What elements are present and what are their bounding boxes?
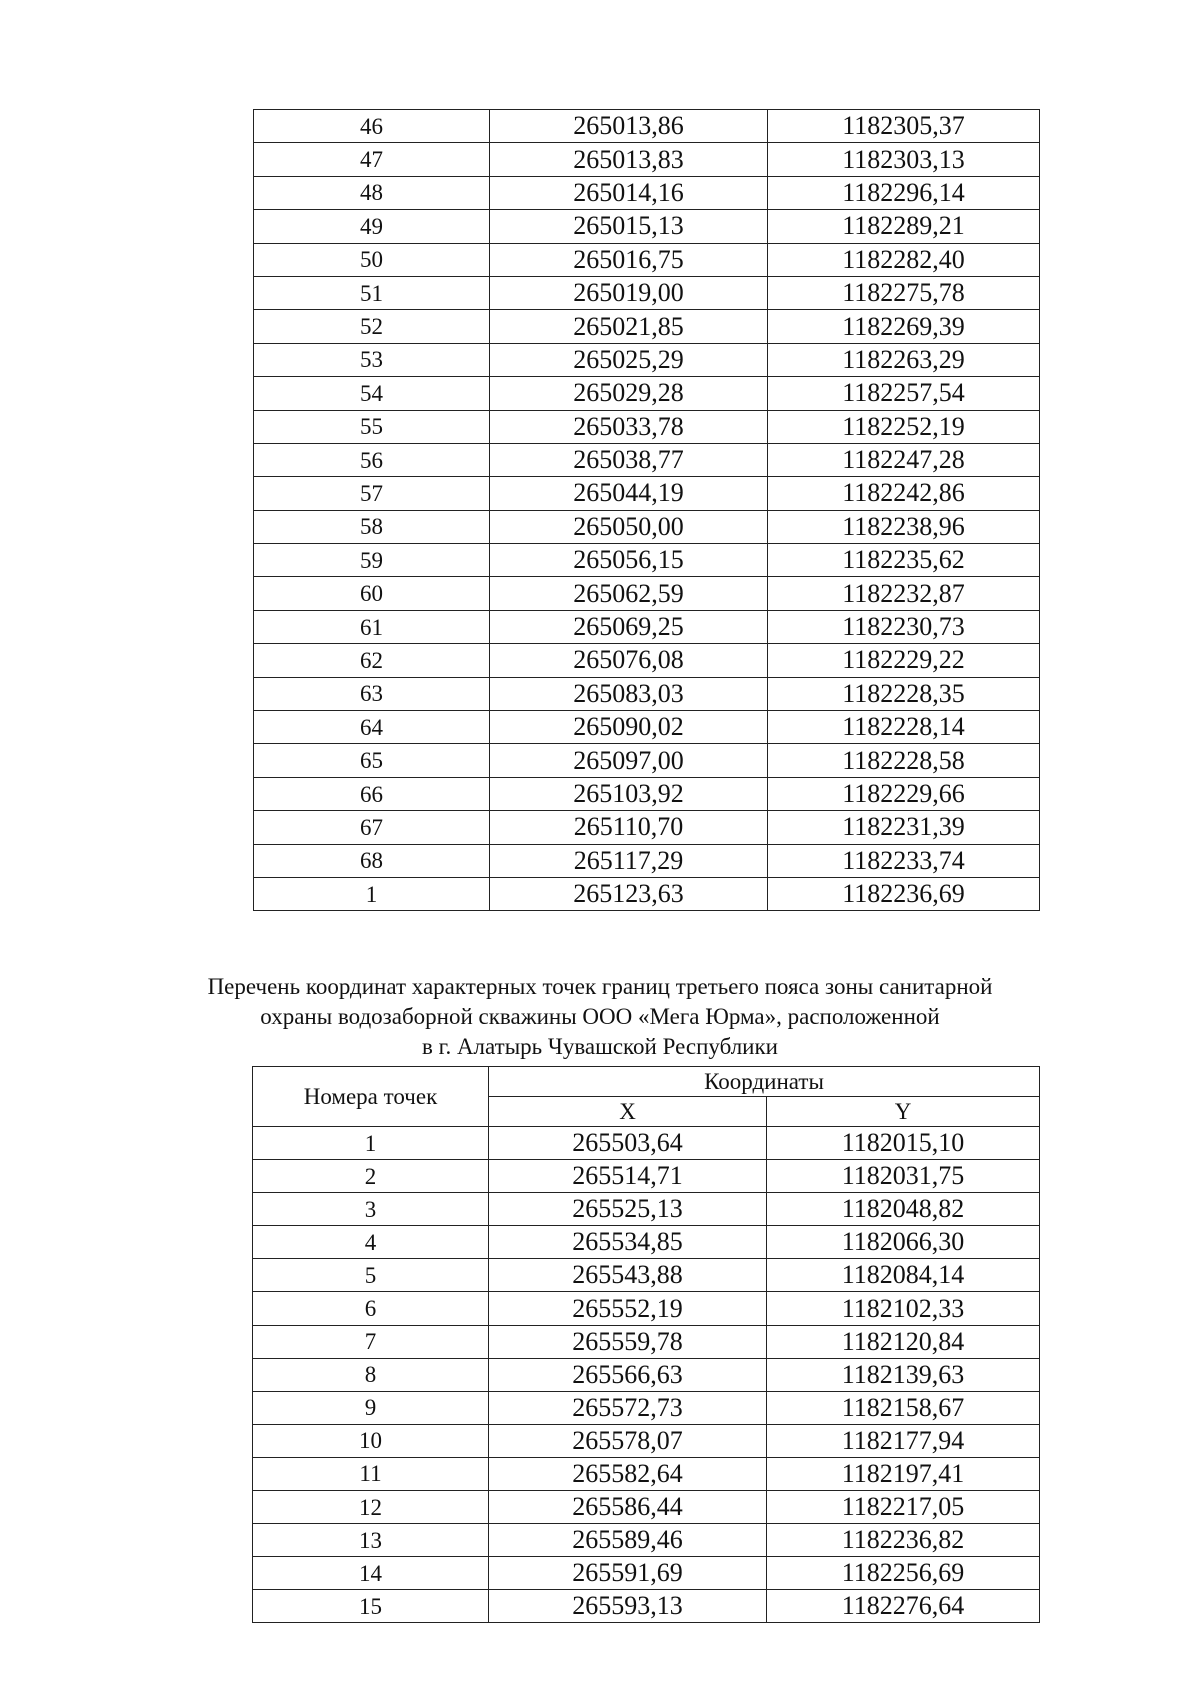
point-number-cell: 62 — [254, 644, 490, 677]
y-coordinate-cell: 1182015,10 — [767, 1127, 1040, 1160]
point-number-cell: 2 — [253, 1160, 489, 1193]
y-coordinate-cell: 1182228,14 — [768, 711, 1040, 744]
point-number-cell: 67 — [254, 811, 490, 844]
header-x: X — [489, 1097, 767, 1127]
table-row — [253, 1259, 1040, 1292]
y-coordinate-cell: 1182235,62 — [768, 544, 1040, 577]
y-coordinate-cell: 1182120,84 — [767, 1325, 1040, 1358]
point-number-cell: 15 — [253, 1590, 489, 1623]
point-number-cell: 68 — [254, 844, 490, 877]
x-coordinate-cell: 265015,13 — [490, 210, 768, 243]
y-coordinate-cell: 1182197,41 — [767, 1457, 1040, 1490]
y-coordinate-cell: 1182242,86 — [768, 477, 1040, 510]
x-coordinate-cell: 265566,63 — [489, 1358, 767, 1391]
y-coordinate-cell: 1182139,63 — [767, 1358, 1040, 1391]
table-row — [254, 477, 1040, 510]
x-coordinate-cell: 265552,19 — [489, 1292, 767, 1325]
point-number-cell: 57 — [254, 477, 490, 510]
header-y: Y — [767, 1097, 1040, 1127]
table-row — [253, 1457, 1040, 1490]
x-coordinate-cell: 265021,85 — [490, 310, 768, 343]
y-coordinate-cell: 1182247,28 — [768, 443, 1040, 476]
point-number-cell: 3 — [253, 1193, 489, 1226]
point-number-cell: 50 — [254, 243, 490, 276]
y-coordinate-cell: 1182102,33 — [767, 1292, 1040, 1325]
point-number-cell: 61 — [254, 610, 490, 643]
table-row — [253, 1590, 1040, 1623]
x-coordinate-cell: 265110,70 — [490, 811, 768, 844]
point-number-cell: 1 — [254, 877, 490, 910]
x-coordinate-cell: 265062,59 — [490, 577, 768, 610]
x-coordinate-cell: 265578,07 — [489, 1424, 767, 1457]
coordinates-table-third-zone — [252, 1066, 1040, 1623]
caption-line-3: в г. Алатырь Чувашской Республики — [422, 1034, 778, 1059]
table-row — [253, 1226, 1040, 1259]
point-number-cell: 1 — [253, 1127, 489, 1160]
table-row — [254, 176, 1040, 209]
point-number-cell: 60 — [254, 577, 490, 610]
y-coordinate-cell: 1182276,64 — [767, 1590, 1040, 1623]
point-number-cell: 51 — [254, 276, 490, 309]
coordinates-table-header — [253, 1067, 1040, 1127]
coordinates-table-continued-body — [254, 110, 1040, 911]
x-coordinate-cell: 265044,19 — [490, 477, 768, 510]
header-row-1 — [253, 1067, 1040, 1097]
table-row — [254, 143, 1040, 176]
x-coordinate-cell: 265525,13 — [489, 1193, 767, 1226]
table-row — [254, 510, 1040, 543]
point-number-cell: 10 — [253, 1424, 489, 1457]
y-coordinate-cell: 1182296,14 — [768, 176, 1040, 209]
point-number-cell: 46 — [254, 110, 490, 143]
y-coordinate-cell: 1182217,05 — [767, 1491, 1040, 1524]
x-coordinate-cell: 265056,15 — [490, 544, 768, 577]
x-coordinate-cell: 265123,63 — [490, 877, 768, 910]
y-coordinate-cell: 1182228,35 — [768, 677, 1040, 710]
table-row — [253, 1491, 1040, 1524]
point-number-cell: 58 — [254, 510, 490, 543]
table-row — [254, 711, 1040, 744]
table-row — [254, 276, 1040, 309]
table-row — [254, 310, 1040, 343]
point-number-cell: 59 — [254, 544, 490, 577]
y-coordinate-cell: 1182231,39 — [768, 811, 1040, 844]
table-row — [254, 544, 1040, 577]
table-row — [254, 777, 1040, 810]
table-row — [254, 811, 1040, 844]
point-number-cell: 53 — [254, 343, 490, 376]
point-number-cell: 64 — [254, 711, 490, 744]
point-number-cell: 66 — [254, 777, 490, 810]
table-row — [253, 1325, 1040, 1358]
y-coordinate-cell: 1182158,67 — [767, 1391, 1040, 1424]
y-coordinate-cell: 1182282,40 — [768, 243, 1040, 276]
point-number-cell: 52 — [254, 310, 490, 343]
x-coordinate-cell: 265582,64 — [489, 1457, 767, 1490]
y-coordinate-cell: 1182229,22 — [768, 644, 1040, 677]
y-coordinate-cell: 1182303,13 — [768, 143, 1040, 176]
table-row — [253, 1557, 1040, 1590]
x-coordinate-cell: 265033,78 — [490, 410, 768, 443]
x-coordinate-cell: 265013,86 — [490, 110, 768, 143]
y-coordinate-cell: 1182230,73 — [768, 610, 1040, 643]
point-number-cell: 13 — [253, 1524, 489, 1557]
point-number-cell: 63 — [254, 677, 490, 710]
table-row — [253, 1391, 1040, 1424]
x-coordinate-cell: 265029,28 — [490, 377, 768, 410]
x-coordinate-cell: 265514,71 — [489, 1160, 767, 1193]
table-row — [254, 877, 1040, 910]
coordinates-table-third-zone-body — [253, 1127, 1040, 1623]
table-row — [254, 343, 1040, 376]
point-number-cell: 7 — [253, 1325, 489, 1358]
y-coordinate-cell: 1182084,14 — [767, 1259, 1040, 1292]
y-coordinate-cell: 1182228,58 — [768, 744, 1040, 777]
table-row — [254, 410, 1040, 443]
x-coordinate-cell: 265069,25 — [490, 610, 768, 643]
y-coordinate-cell: 1182229,66 — [768, 777, 1040, 810]
point-number-cell: 5 — [253, 1259, 489, 1292]
y-coordinate-cell: 1182236,82 — [767, 1524, 1040, 1557]
point-number-cell: 47 — [254, 143, 490, 176]
table-row — [254, 844, 1040, 877]
y-coordinate-cell: 1182232,87 — [768, 577, 1040, 610]
table-row — [253, 1292, 1040, 1325]
x-coordinate-cell: 265559,78 — [489, 1325, 767, 1358]
table-row — [253, 1160, 1040, 1193]
point-number-cell: 11 — [253, 1457, 489, 1490]
y-coordinate-cell: 1182066,30 — [767, 1226, 1040, 1259]
point-number-cell: 55 — [254, 410, 490, 443]
table-row — [254, 110, 1040, 143]
x-coordinate-cell: 265019,00 — [490, 276, 768, 309]
table-caption — [150, 972, 1050, 1062]
point-number-cell: 4 — [253, 1226, 489, 1259]
caption-line-1: Перечень координат характерных точек границ третьего пояса зоны санитарной — [207, 974, 993, 999]
y-coordinate-cell: 1182263,29 — [768, 343, 1040, 376]
table-row — [254, 644, 1040, 677]
y-coordinate-cell: 1182233,74 — [768, 844, 1040, 877]
y-coordinate-cell: 1182269,39 — [768, 310, 1040, 343]
table-row — [254, 610, 1040, 643]
table-row — [253, 1424, 1040, 1457]
x-coordinate-cell: 265534,85 — [489, 1226, 767, 1259]
caption-line-2: охраны водозаборной скважины ООО «Мега Юрма», расположенной — [260, 1004, 940, 1029]
point-number-cell: 65 — [254, 744, 490, 777]
point-number-cell: 9 — [253, 1391, 489, 1424]
x-coordinate-cell: 265076,08 — [490, 644, 768, 677]
point-number-cell: 8 — [253, 1358, 489, 1391]
y-coordinate-cell: 1182236,69 — [768, 877, 1040, 910]
point-number-cell: 54 — [254, 377, 490, 410]
x-coordinate-cell: 265591,69 — [489, 1557, 767, 1590]
y-coordinate-cell: 1182256,69 — [767, 1557, 1040, 1590]
table-row — [253, 1193, 1040, 1226]
table-row — [253, 1127, 1040, 1160]
coordinates-table-continued — [253, 109, 1040, 911]
x-coordinate-cell: 265090,02 — [490, 711, 768, 744]
x-coordinate-cell: 265589,46 — [489, 1524, 767, 1557]
table-row — [254, 443, 1040, 476]
y-coordinate-cell: 1182257,54 — [768, 377, 1040, 410]
y-coordinate-cell: 1182289,21 — [768, 210, 1040, 243]
table-row — [254, 243, 1040, 276]
table-row — [254, 744, 1040, 777]
table-row — [254, 577, 1040, 610]
table-row — [254, 677, 1040, 710]
x-coordinate-cell: 265013,83 — [490, 143, 768, 176]
y-coordinate-cell: 1182305,37 — [768, 110, 1040, 143]
y-coordinate-cell: 1182252,19 — [768, 410, 1040, 443]
y-coordinate-cell: 1182275,78 — [768, 276, 1040, 309]
x-coordinate-cell: 265593,13 — [489, 1590, 767, 1623]
y-coordinate-cell: 1182048,82 — [767, 1193, 1040, 1226]
y-coordinate-cell: 1182177,94 — [767, 1424, 1040, 1457]
point-number-cell: 56 — [254, 443, 490, 476]
table-row — [254, 377, 1040, 410]
x-coordinate-cell: 265083,03 — [490, 677, 768, 710]
x-coordinate-cell: 265038,77 — [490, 443, 768, 476]
table-row — [254, 210, 1040, 243]
point-number-cell: 49 — [254, 210, 490, 243]
x-coordinate-cell: 265025,29 — [490, 343, 768, 376]
y-coordinate-cell: 1182238,96 — [768, 510, 1040, 543]
x-coordinate-cell: 265097,00 — [490, 744, 768, 777]
y-coordinate-cell: 1182031,75 — [767, 1160, 1040, 1193]
x-coordinate-cell: 265543,88 — [489, 1259, 767, 1292]
point-number-cell: 6 — [253, 1292, 489, 1325]
x-coordinate-cell: 265050,00 — [490, 510, 768, 543]
x-coordinate-cell: 265117,29 — [490, 844, 768, 877]
x-coordinate-cell: 265572,73 — [489, 1391, 767, 1424]
table-row — [253, 1524, 1040, 1557]
x-coordinate-cell: 265586,44 — [489, 1491, 767, 1524]
point-number-cell: 12 — [253, 1491, 489, 1524]
header-point-numbers: Номера точек — [253, 1067, 489, 1127]
x-coordinate-cell: 265016,75 — [490, 243, 768, 276]
header-coordinates: Координаты — [489, 1067, 1040, 1097]
x-coordinate-cell: 265503,64 — [489, 1127, 767, 1160]
table-row — [253, 1358, 1040, 1391]
x-coordinate-cell: 265103,92 — [490, 777, 768, 810]
point-number-cell: 14 — [253, 1557, 489, 1590]
point-number-cell: 48 — [254, 176, 490, 209]
x-coordinate-cell: 265014,16 — [490, 176, 768, 209]
